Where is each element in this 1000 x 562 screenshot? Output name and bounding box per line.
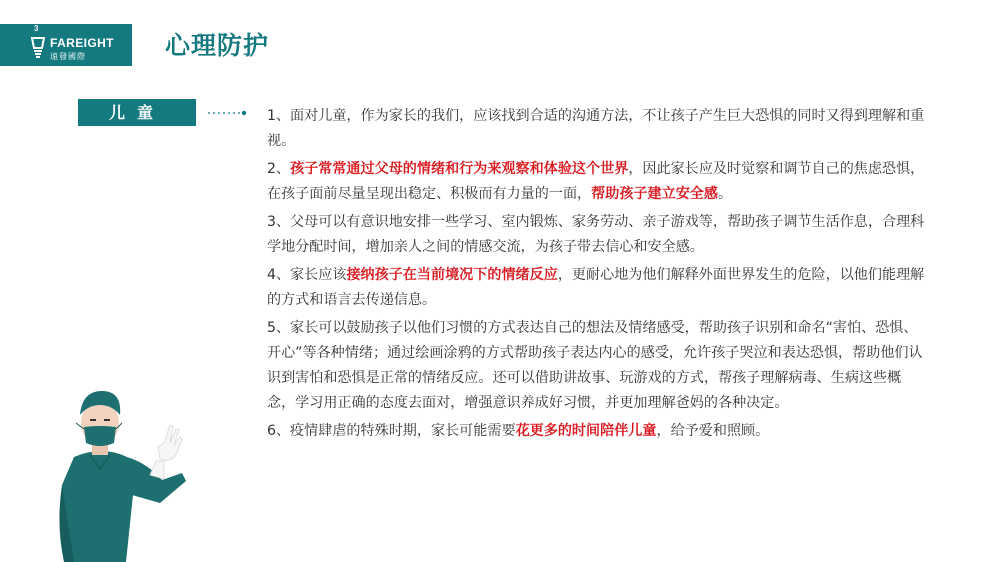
highlighted-text: 花更多的时间陪伴儿童 [515,423,657,439]
paragraph-text: 。 [718,186,733,202]
highlighted-text: 接纳孩子在当前境况下的情绪反应 [346,267,558,283]
paragraph-text: 4、家长应该 [267,267,347,283]
company-logo [0,24,132,66]
page-title: 心理防护 [165,31,270,60]
paragraph-text: 5、家长可以鼓励孩子以他们习惯的方式表达自己的想法及情绪感受，帮助孩子识别和命名“害怕、恐惧、开心”等各种情绪；通过绘画涂鸦的方式帮助孩子表达内心的感受，允许孩子哭泣和表达恐惧，帮助他们认识到害怕和恐惧是正常的情绪反应。还可以借助讲故事、玩游戏的方式，帮孩子理解病毒、生病这些概念，学习用正确的态度去面对，增强意识养成好习惯，并更加理解爸妈的各种决定。 [267,320,923,411]
highlighted-text: 帮助孩子建立安全感 [591,186,718,202]
content-paragraph [267,316,927,416]
logo-name: FAREIGHT [50,36,114,50]
paragraph-text: 2、 [267,161,291,177]
content-paragraph [267,263,927,313]
paragraph-text: 6、疫情肆虐的特殊时期，家长可能需要 [267,423,516,439]
doctor-illustration [52,385,197,562]
highlighted-text: 孩子常常通过父母的情绪和行为来观察和体验这个世界 [290,161,629,177]
logo-bulb-icon [30,30,46,60]
paragraph-text: ，给予爱和照顾。 [656,423,770,439]
logo-subtitle: 遠發國際 [50,52,86,61]
content-paragraph [267,157,927,207]
paragraph-text: 3、父母可以有意识地安排一些学习、室内锻炼、家务劳动、亲子游戏等，帮助孩子调节生活作息，合理科学地分配时间，增加亲人之间的情感交流，为孩子带去信心和安全感。 [267,214,925,255]
dotted-connector [208,108,248,118]
content-paragraph [267,210,927,260]
paragraph-text: ，因此家长应及时觉察和调节自己的焦虑恐惧，在孩子面前尽量呈现出稳定、积极而有力量的一面， [267,161,925,202]
paragraph-text: ，更耐心地为他们解释外面世界发生的危险，以他们能理解的方式和语言去传递信息。 [267,267,925,308]
content-paragraph [267,104,927,154]
content-body [267,104,927,447]
content-paragraph [267,419,927,444]
section-tag: 儿童 [78,99,196,126]
logo-digit: 3 [34,24,39,33]
paragraph-text: 1、面对儿童，作为家长的我们，应该找到合适的沟通方法，不让孩子产生巨大恐惧的同时又得到理解和重视。 [267,108,925,149]
